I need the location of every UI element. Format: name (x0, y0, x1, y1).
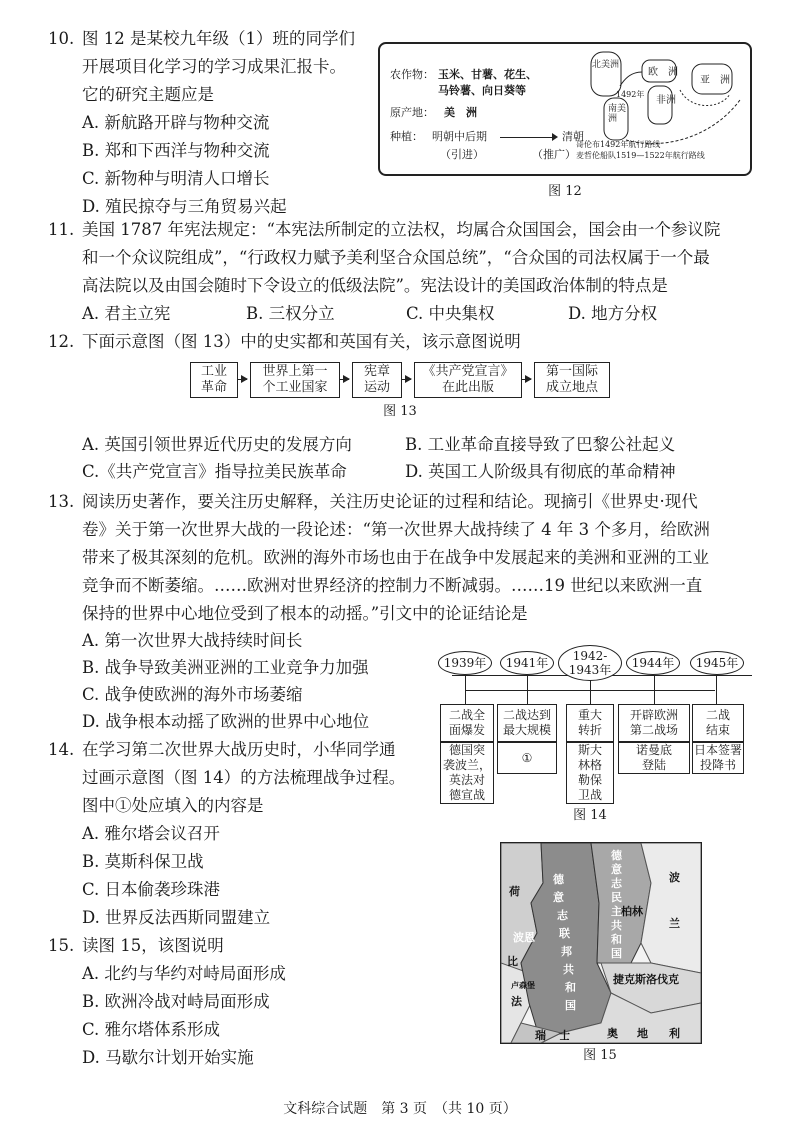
flow-arrow (237, 379, 247, 380)
question-text: 带来了极其深刻的危机。欧洲的海外市场也由于在战争中发展起来的美洲和亚洲的工业 (82, 548, 709, 567)
flow-box: 《共产党宣言》 在此出版 (414, 362, 522, 398)
stage-cell: 重大 转折 (566, 704, 614, 742)
flow-box: 世界上第一 个工业国家 (250, 362, 340, 398)
option: D. 英国工人阶级具有彻底的革命精神 (405, 462, 676, 481)
option: B. 莫斯科保卫战 (82, 852, 204, 871)
label-frg: 国 (565, 999, 576, 1012)
option: D. 殖民掠夺与三角贸易兴起 (82, 197, 287, 216)
crops-label: 农作物： (390, 68, 434, 81)
option: C. 新物种与明清人口增长 (82, 169, 270, 188)
label-gdr: 志 (611, 877, 622, 890)
legend-magellan: 麦哲伦船队1519—1522年航行路线 (576, 151, 705, 160)
option: C.《共产党宣言》指导拉美民族革命 (82, 462, 347, 481)
option: C. 雅尔塔体系形成 (82, 1020, 221, 1039)
option: D. 地方分权 (568, 304, 658, 323)
label-gdr: 和 (611, 933, 622, 946)
question-text: 竞争而不断萎缩。……欧洲对世界经济的控制力不断减弱。……19 世纪以来欧洲一直 (82, 576, 703, 595)
question-text: 开展项目化学习的学习成果汇报卡。 (82, 57, 346, 76)
option: B. 欧洲冷战对峙局面形成 (82, 992, 270, 1011)
label-austria: 地 (637, 1027, 648, 1040)
flow-box: 宪章 运动 (352, 362, 402, 398)
label-netherlands: 荷 (509, 885, 520, 898)
label-gdr: 德 (611, 849, 622, 862)
crops-line-2: 马铃薯、向日葵等 (438, 84, 526, 97)
question-number: 14. (48, 740, 75, 759)
option: C. 日本偷袭珍珠港 (82, 880, 221, 899)
question-number: 15. (48, 936, 75, 955)
option: C. 战争使欧洲的海外市场萎缩 (82, 685, 303, 704)
label-gdr: 主 (611, 905, 622, 918)
label-bonn: 波恩 (513, 931, 535, 944)
plant-to: 清朝 (562, 130, 584, 143)
label-luxembourg: 卢森堡 (511, 980, 535, 990)
figure-caption: 图 14 (573, 808, 607, 823)
option: D. 马歇尔计划开始实施 (82, 1048, 254, 1067)
crops-line-1: 玉米、甘薯、花生、 (438, 68, 537, 81)
arrow-head (552, 133, 558, 141)
label-frg: 和 (565, 981, 576, 994)
option: B. 郑和下西洋与物种交流 (82, 141, 270, 160)
label-frg: 共 (563, 963, 574, 976)
figure-caption: 图 15 (583, 1048, 617, 1063)
origin-value: 美 洲 (444, 106, 477, 119)
stage-cell: 二战达到 最大规模 (497, 704, 557, 742)
plant-arrow (500, 137, 555, 138)
question-text: 过画示意图（图 14）的方法梳理战争过程。 (82, 768, 406, 787)
question-text: 在学习第二次世界大战历史时，小华同学通 (82, 740, 396, 759)
origin-label: 原产地： (390, 106, 434, 119)
question-text: 和一个众议院组成”，“行政权力赋予美利坚合众国总统”，“合众国的司法权属于一个最 (82, 248, 710, 267)
plant-label: 种植： (390, 130, 423, 143)
stage-cell: 开辟欧洲 第二战场 (618, 704, 690, 742)
year-oval: 1944年 (626, 651, 680, 675)
event-cell: 诺曼底 登陆 (618, 742, 690, 774)
question-number: 12. (48, 332, 75, 351)
question-text: 图 12 是某校九年级（1）班的同学们 (82, 29, 355, 48)
figure-caption: 图 13 (383, 404, 417, 419)
option: B. 战争导致美洲亚洲的工业竞争力加强 (82, 658, 369, 677)
question-text: 它的研究主题应是 (82, 85, 214, 104)
label-switzerland: 士 (559, 1029, 570, 1042)
option: A. 雅尔塔会议召开 (82, 824, 220, 843)
figure-caption: 图 12 (548, 184, 582, 199)
year-oval: 1942- 1943年 (558, 645, 622, 681)
question-text: 保持的世界中心地位受到了根本的动摇。”引文中的论证结论是 (82, 604, 528, 623)
label-frg: 德 (553, 873, 564, 886)
stage-cell: 二战全 面爆发 (440, 704, 494, 742)
question-text: 下面示意图（图 13）中的史实都和英国有关，该示意图说明 (82, 332, 521, 351)
map-north-america: 北美洲 (592, 60, 620, 70)
label-frg: 意 (553, 891, 564, 904)
option: B. 三权分立 (246, 304, 335, 323)
label-gdr: 国 (611, 947, 622, 960)
question-number: 10. (48, 29, 75, 48)
label-belgium: 比 (507, 955, 518, 968)
option: A. 第一次世界大战持续时间长 (82, 631, 303, 650)
option: A. 北约与华约对峙局面形成 (82, 964, 286, 983)
question-number: 11. (48, 220, 75, 239)
label-frg: 联 (559, 927, 570, 940)
label-austria: 利 (669, 1027, 680, 1040)
option: C. 中央集权 (406, 304, 495, 323)
flow-box: 第一国际 成立地点 (534, 362, 610, 398)
promo-label: （推广） (532, 148, 576, 161)
label-gdr: 共 (611, 919, 622, 932)
label-frg: 邦 (561, 945, 572, 958)
event-cell: 德国突 袭波兰， 英法对 德宣战 (440, 742, 494, 804)
option: D. 世界反法西斯同盟建立 (82, 908, 271, 927)
label-gdr: 意 (611, 863, 622, 876)
question-number: 13. (48, 492, 75, 511)
legend-columbus: 哥伦布1492年航行路线 (576, 140, 661, 149)
event-cell: 斯大 林格 勒保 卫战 (566, 742, 614, 804)
label-gdr: 民 (611, 891, 622, 904)
label-austria: 奥 (607, 1027, 618, 1040)
event-cell: 日本签署 投降书 (693, 743, 742, 772)
event-cell-blank: ① (497, 742, 557, 774)
year-oval: 1945年 (690, 651, 744, 675)
map-south-america: 南美洲 (608, 104, 627, 124)
question-text: 读图 15，该图说明 (82, 936, 224, 955)
label-switzerland: 瑞 (535, 1029, 546, 1042)
question-text: 卷》关于第一次世界大战的一段论述：“第一次世界大战持续了 4 年 3 个多月，给欧洲 (82, 520, 710, 539)
question-text: 图中①处应填入的内容是 (82, 796, 264, 815)
map-europe: 欧 洲 (648, 67, 678, 78)
question-text: 高法院以及由国会随时下令设立的低级法院”。宪法设计的美国政治体制的特点是 (82, 276, 668, 295)
option: D. 战争根本动摇了欧洲的世界中心地位 (82, 712, 370, 731)
flow-box: 工业 革命 (190, 362, 238, 398)
route-1492: 1492年 (616, 90, 645, 99)
option: A. 英国引领世界近代历史的发展方向 (82, 435, 352, 454)
flow-arrow (339, 379, 349, 380)
label-france: 法 (511, 995, 522, 1008)
intro-label: （引进） (440, 148, 484, 161)
option: B. 工业革命直接导致了巴黎公社起义 (405, 435, 676, 454)
year-oval: 1939年 (438, 651, 492, 675)
option: A. 君主立宪 (82, 304, 171, 323)
page-footer: 文科综合试题 第 3 页 （共 10 页） (283, 1101, 517, 1117)
map-africa: 非洲 (656, 95, 676, 106)
year-oval: 1941年 (500, 651, 554, 675)
label-frg: 志 (557, 909, 568, 922)
label-czechoslovakia: 捷克斯洛伐克 (613, 973, 679, 986)
flow-arrow (401, 379, 411, 380)
map-asia: 亚 洲 (700, 75, 730, 86)
question-text: 阅读历史著作，要关注历史解释，关注历史论证的过程和结论。现摘引《世界史·现代 (82, 492, 698, 511)
question-text: 美国 1787 年宪法规定：“本宪法所制定的立法权，均属合众国国会，国会由一个参议院 (82, 220, 721, 239)
flow-arrow (521, 379, 531, 380)
stage-cell: 二战 结束 (692, 704, 744, 742)
figure-12 (378, 42, 752, 176)
label-poland: 兰 (669, 917, 680, 930)
plant-from: 明朝中后期 (432, 130, 487, 143)
figure-15 (500, 842, 702, 1044)
label-berlin: 柏林 (621, 905, 643, 918)
label-poland: 波 (669, 871, 680, 884)
option: A. 新航路开辟与物种交流 (82, 113, 270, 132)
